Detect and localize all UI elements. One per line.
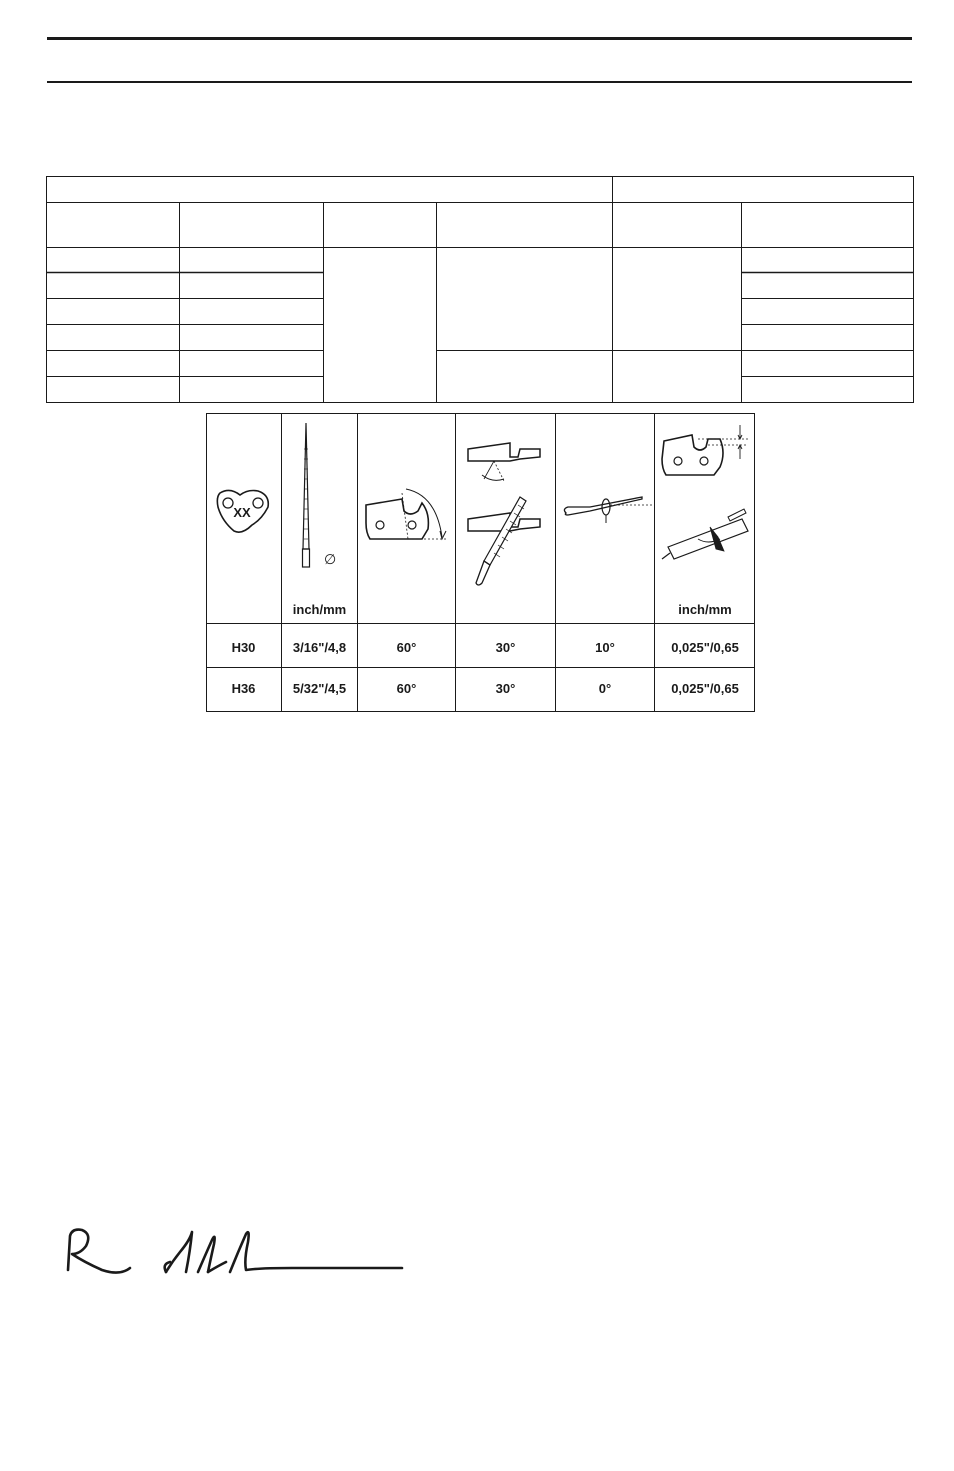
file-diameter-unit: inch/mm <box>292 602 347 617</box>
row-h36-top-plate-angle: 60° <box>396 681 417 696</box>
row-h36-depth-gauge: 0,025"/0,65 <box>671 681 739 696</box>
bar-chain-combination-table <box>46 176 914 403</box>
drive-link-xx-icon <box>212 485 276 545</box>
drive-link-label: XX <box>233 505 251 520</box>
row-h30-chain: H30 <box>231 640 256 655</box>
header-rule-top <box>47 37 912 40</box>
header-rule-bottom <box>47 81 912 83</box>
row-h36-chain: H36 <box>231 681 256 696</box>
file-angle-icon <box>464 439 552 591</box>
signature <box>62 1222 407 1282</box>
row-h36-tilt-angle: 0° <box>598 681 612 696</box>
row-h30-filing-angle: 30° <box>495 640 516 655</box>
chain-sharpening-table <box>206 413 755 712</box>
top-plate-angle-icon <box>362 483 452 549</box>
row-h30-depth-gauge: 0,025"/0,65 <box>671 640 739 655</box>
row-h30-top-plate-angle: 60° <box>396 640 417 655</box>
diameter-symbol: ∅ <box>324 551 337 567</box>
row-h36-file-diameter: 5/32"/4,5 <box>292 681 347 696</box>
round-file-icon <box>286 419 356 579</box>
depth-gauge-icon <box>658 419 752 569</box>
row-h36-filing-angle: 30° <box>495 681 516 696</box>
file-holder-tilt-icon <box>560 485 652 535</box>
spec-table-grid <box>46 176 914 403</box>
row-h30-tilt-angle: 10° <box>595 640 615 655</box>
row-h30-file-diameter: 3/16"/4,8 <box>292 640 347 655</box>
depth-gauge-unit: inch/mm <box>678 602 732 617</box>
